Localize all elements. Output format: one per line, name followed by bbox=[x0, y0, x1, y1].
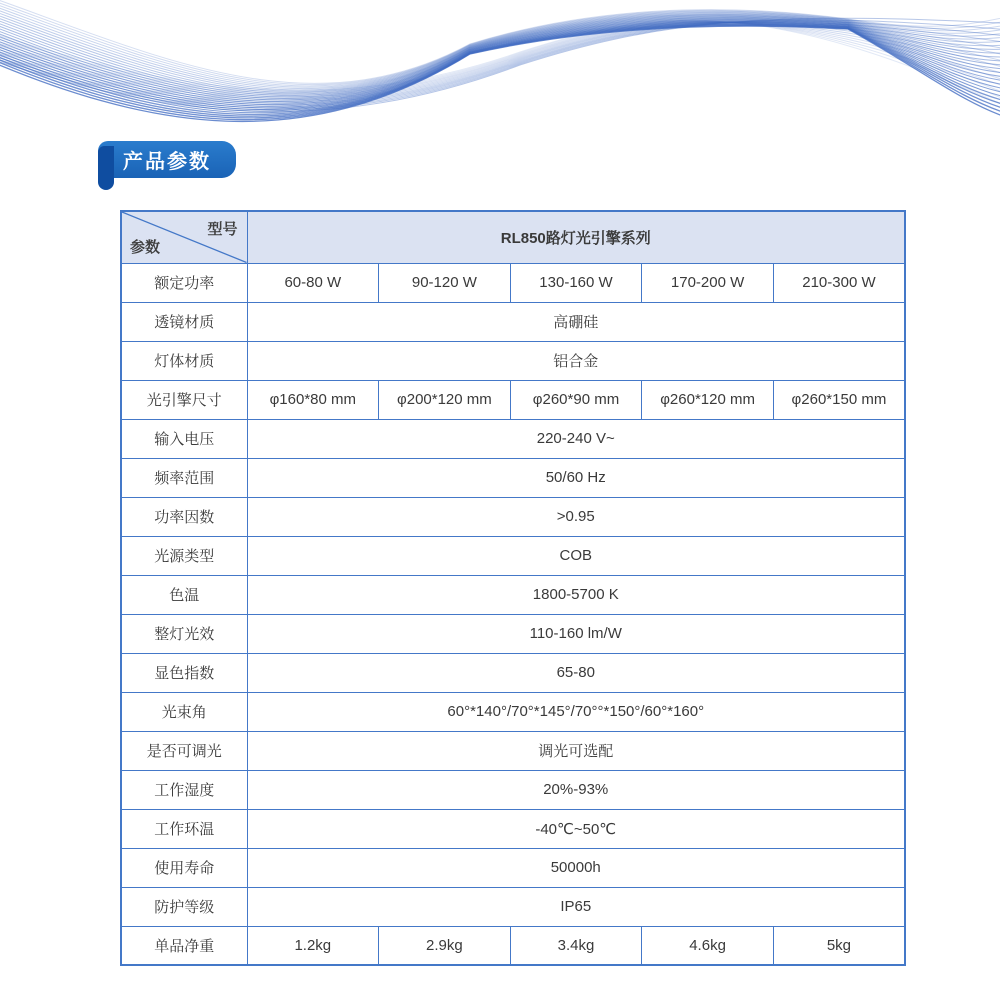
section-title-badge bbox=[98, 141, 236, 178]
spec-value-cell: φ260*150 mm bbox=[773, 380, 905, 419]
spec-value-cell: 5kg bbox=[773, 926, 905, 965]
spec-value-cell: 210-300 W bbox=[773, 263, 905, 302]
spec-row bbox=[121, 497, 905, 536]
spec-row bbox=[121, 809, 905, 848]
wave-decoration bbox=[0, 0, 1000, 135]
spec-row bbox=[121, 848, 905, 887]
spec-value-cell: 调光可选配 bbox=[247, 731, 905, 770]
corner-cell bbox=[121, 211, 247, 263]
spec-value-cell: 50/60 Hz bbox=[247, 458, 905, 497]
spec-value-cell: φ260*120 mm bbox=[642, 380, 774, 419]
spec-row bbox=[121, 536, 905, 575]
spec-row bbox=[121, 692, 905, 731]
spec-value-cell: 20%-93% bbox=[247, 770, 905, 809]
spec-label-cell: 光源类型 bbox=[121, 536, 247, 575]
spec-value-cell: 220-240 V~ bbox=[247, 419, 905, 458]
spec-label-cell: 单品净重 bbox=[121, 926, 247, 965]
spec-value-cell: 130-160 W bbox=[510, 263, 642, 302]
spec-value-cell: 50000h bbox=[247, 848, 905, 887]
spec-row bbox=[121, 458, 905, 497]
spec-value-cell: φ160*80 mm bbox=[247, 380, 379, 419]
spec-row bbox=[121, 653, 905, 692]
spec-value-cell: >0.95 bbox=[247, 497, 905, 536]
spec-value-cell: 4.6kg bbox=[642, 926, 774, 965]
spec-label-cell: 频率范围 bbox=[121, 458, 247, 497]
spec-row bbox=[121, 302, 905, 341]
spec-label-cell: 灯体材质 bbox=[121, 341, 247, 380]
spec-label-cell: 透镜材质 bbox=[121, 302, 247, 341]
spec-label-cell: 光束角 bbox=[121, 692, 247, 731]
spec-value-cell: IP65 bbox=[247, 887, 905, 926]
spec-table bbox=[120, 210, 906, 966]
spec-value-cell: 铝合金 bbox=[247, 341, 905, 380]
spec-label-cell: 防护等级 bbox=[121, 887, 247, 926]
spec-value-cell: 1800-5700 K bbox=[247, 575, 905, 614]
spec-label-cell: 整灯光效 bbox=[121, 614, 247, 653]
spec-row bbox=[121, 341, 905, 380]
spec-label-cell: 是否可调光 bbox=[121, 731, 247, 770]
spec-value-cell: 90-120 W bbox=[379, 263, 511, 302]
spec-row bbox=[121, 263, 905, 302]
spec-value-cell: 1.2kg bbox=[247, 926, 379, 965]
spec-label-cell: 光引擎尺寸 bbox=[121, 380, 247, 419]
spec-value-cell: 3.4kg bbox=[510, 926, 642, 965]
spec-row bbox=[121, 926, 905, 965]
spec-label-cell: 额定功率 bbox=[121, 263, 247, 302]
spec-value-cell: -40℃~50℃ bbox=[247, 809, 905, 848]
spec-row bbox=[121, 419, 905, 458]
spec-label-cell: 使用寿命 bbox=[121, 848, 247, 887]
corner-label-model: 型号 bbox=[207, 221, 238, 238]
section-title: 产品参数 bbox=[123, 151, 211, 173]
spec-label-cell: 显色指数 bbox=[121, 653, 247, 692]
spec-value-cell: 65-80 bbox=[247, 653, 905, 692]
series-header-cell: RL850路灯光引擎系列 bbox=[247, 211, 905, 263]
spec-row bbox=[121, 575, 905, 614]
spec-row bbox=[121, 380, 905, 419]
spec-value-cell: 170-200 W bbox=[642, 263, 774, 302]
spec-value-cell: COB bbox=[247, 536, 905, 575]
spec-label-cell: 色温 bbox=[121, 575, 247, 614]
spec-value-cell: 60-80 W bbox=[247, 263, 379, 302]
spec-label-cell: 工作湿度 bbox=[121, 770, 247, 809]
spec-header-row bbox=[121, 211, 905, 263]
spec-label-cell: 功率因数 bbox=[121, 497, 247, 536]
spec-value-cell: 60°*140°/70°*145°/70°°*150°/60°*160° bbox=[247, 692, 905, 731]
spec-row bbox=[121, 731, 905, 770]
spec-value-cell: 110-160 lm/W bbox=[247, 614, 905, 653]
spec-label-cell: 工作环温 bbox=[121, 809, 247, 848]
spec-value-cell: 2.9kg bbox=[379, 926, 511, 965]
spec-value-cell: φ260*90 mm bbox=[510, 380, 642, 419]
spec-row bbox=[121, 770, 905, 809]
spec-row bbox=[121, 614, 905, 653]
spec-row bbox=[121, 887, 905, 926]
spec-value-cell: φ200*120 mm bbox=[379, 380, 511, 419]
spec-table-body bbox=[121, 211, 905, 965]
spec-label-cell: 输入电压 bbox=[121, 419, 247, 458]
corner-label-parameter: 参数 bbox=[130, 238, 161, 256]
spec-value-cell: 高硼硅 bbox=[247, 302, 905, 341]
